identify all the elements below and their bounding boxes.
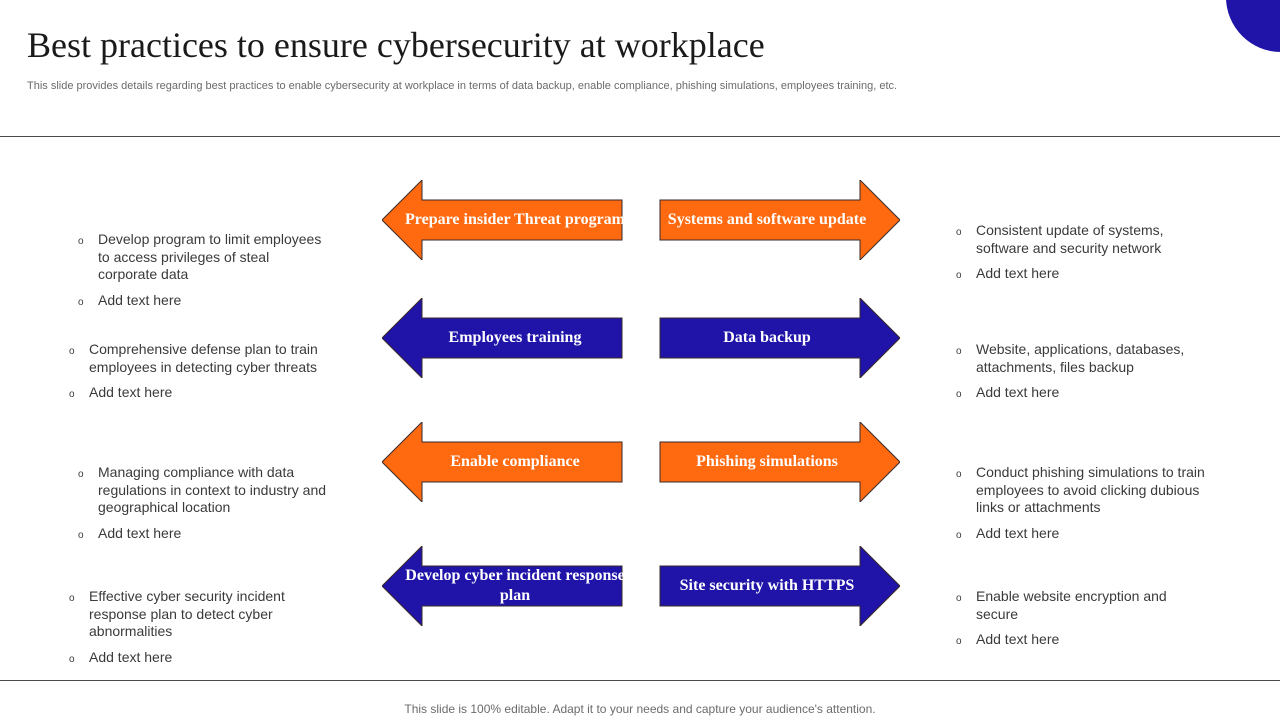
list-item: o Add text here <box>956 384 1206 402</box>
bullet-circle-icon: o <box>78 236 84 247</box>
bullet-circle-icon: o <box>69 593 75 604</box>
list-item: o Website, applications, databases, attachments, files backup <box>956 341 1185 375</box>
arrow-label: Phishing simulations <box>696 453 838 470</box>
footer-note: This slide is 100% editable. Adapt it to your needs and capture your audience's attention. <box>404 702 876 716</box>
corner-decoration <box>1226 0 1280 52</box>
arrow-prepare-insider-threat <box>382 180 626 260</box>
bullet-circle-icon: o <box>78 296 84 308</box>
list-item: o Add text here <box>956 525 1206 543</box>
list-item: o Consistent update of systems, software and security network <box>956 222 1164 256</box>
arrow-label: Enable compliance <box>450 453 580 470</box>
bullet-circle-icon: o <box>956 593 962 604</box>
arrow-label: Prepare insider Threat program <box>405 211 625 228</box>
list-item: o Enable website encryption and secure <box>956 588 1167 622</box>
bullet-circle-icon: o <box>956 227 962 238</box>
top-divider <box>0 136 1280 137</box>
bullet-circle-icon: o <box>78 469 84 480</box>
arrow-enable-compliance <box>382 422 626 502</box>
arrow-label: Site security with HTTPS <box>679 577 855 594</box>
list-item: o Managing compliance with data regulations in context to industry and geographical location <box>78 464 327 515</box>
list-item: o Comprehensive defense plan to train employees in detecting cyber threats <box>69 341 318 375</box>
list-item: o Effective cyber security incident response plan to detect cyber abnormalities <box>69 588 285 639</box>
right-text-block-1 <box>956 222 1206 291</box>
bullet-circle-icon: o <box>956 346 962 357</box>
left-text-block-4 <box>69 588 319 674</box>
slide-subtitle: This slide provides details regarding best practices to enable cybersecurity at workplace in terms of data backup, enable compliance, phishing simulations, employees training, etc. <box>27 80 898 92</box>
arrow-employees-training <box>382 298 626 378</box>
arrow-label: Systems and software update <box>667 211 867 228</box>
arrow-data-backup <box>656 298 900 378</box>
list-item: o Add text here <box>956 265 1206 283</box>
list-item: o Add text here <box>78 525 328 543</box>
list-item: o Conduct phishing simulations to train employees to avoid clicking dubious links or attachments <box>956 464 1205 515</box>
arrow-label: Develop cyber incident response plan <box>405 567 625 604</box>
bullet-circle-icon: o <box>956 529 962 541</box>
bullet-circle-icon: o <box>956 389 962 400</box>
right-text-block-4 <box>956 588 1206 657</box>
arrow-systems-software-update <box>656 180 900 260</box>
right-text-block-2 <box>956 341 1206 410</box>
slide-title: Best practices to ensure cybersecurity at workplace <box>27 25 765 65</box>
left-text-block-3 <box>78 464 328 550</box>
bullet-circle-icon: o <box>956 270 962 281</box>
left-text-block-1 <box>78 231 328 317</box>
bullet-circle-icon: o <box>956 469 962 480</box>
bullet-circle-icon: o <box>69 346 75 357</box>
list-item: o Add text here <box>69 649 319 667</box>
bullet-circle-icon: o <box>69 653 75 665</box>
bullet-circle-icon: o <box>956 636 962 647</box>
bullet-circle-icon: o <box>69 389 75 400</box>
right-text-block-3 <box>956 464 1206 550</box>
arrow-label: Data backup <box>723 329 811 346</box>
bullet-circle-icon: o <box>78 529 84 541</box>
arrow-label: Employees training <box>448 329 582 346</box>
bottom-divider <box>0 680 1280 681</box>
list-item: o Add text here <box>956 631 1206 649</box>
arrow-phishing-simulations <box>656 422 900 502</box>
list-item: o Add text here <box>69 384 319 402</box>
left-text-block-2 <box>69 341 319 410</box>
arrow-site-security-https <box>656 546 900 626</box>
list-item: o Develop program to limit employees to access privileges of steal corporate data <box>78 231 322 282</box>
arrow-incident-response <box>382 546 626 626</box>
list-item: o Add text here <box>78 292 328 310</box>
